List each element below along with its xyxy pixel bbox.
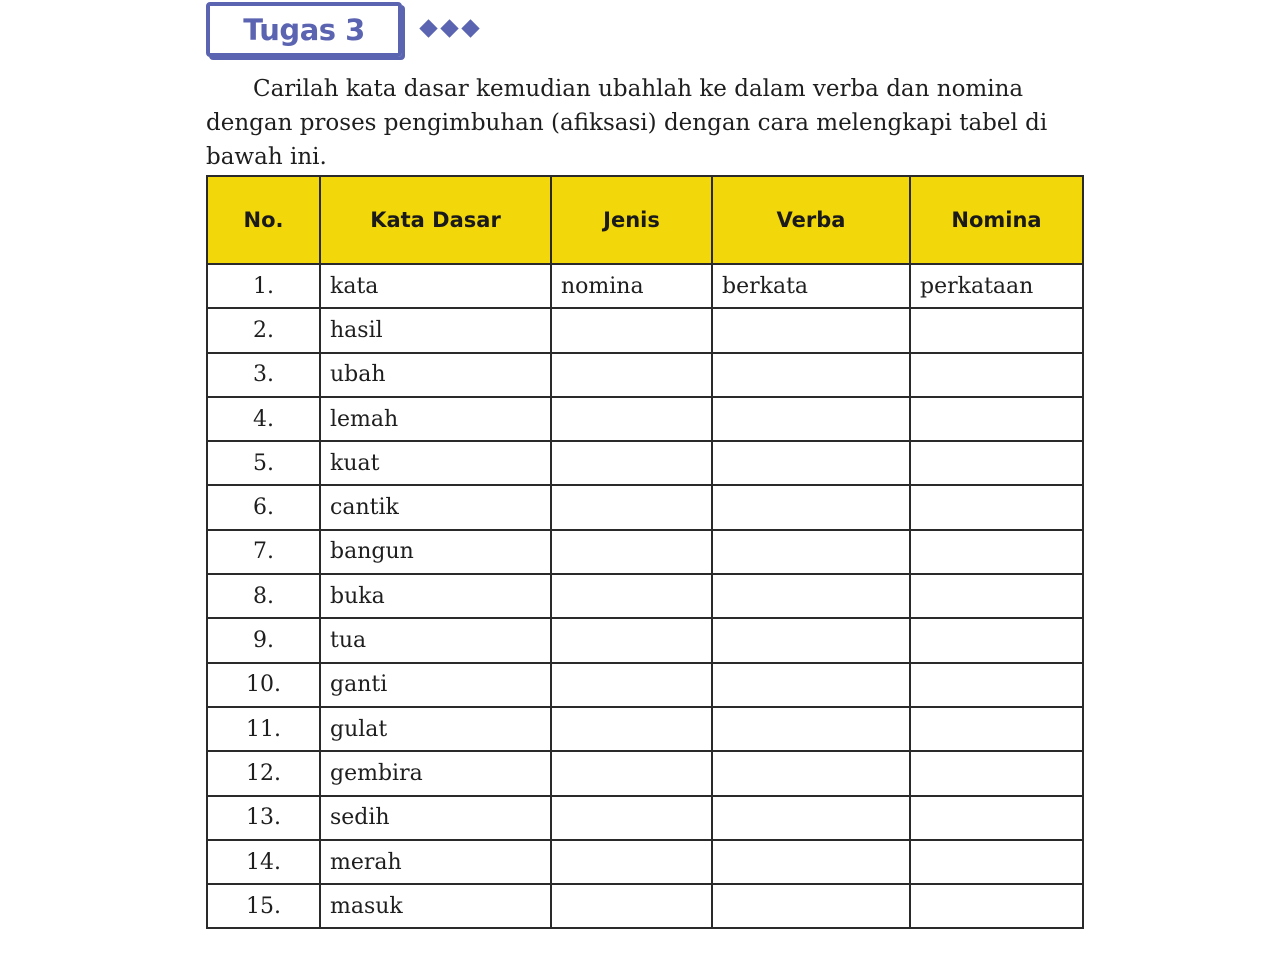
cell-no: 1.: [207, 264, 320, 308]
cell-nomina: [910, 840, 1083, 884]
cell-nomina: [910, 751, 1083, 795]
column-header-verba: Verba: [712, 176, 910, 264]
cell-verba: [712, 796, 910, 840]
cell-verba: [712, 618, 910, 662]
cell-nomina: [910, 618, 1083, 662]
cell-jenis: [551, 441, 712, 485]
cell-jenis: [551, 663, 712, 707]
cell-no: 15.: [207, 884, 320, 928]
cell-no: 10.: [207, 663, 320, 707]
cell-no: 11.: [207, 707, 320, 751]
cell-nomina: [910, 796, 1083, 840]
cell-jenis: [551, 485, 712, 529]
column-header-jenis: Jenis: [551, 176, 712, 264]
cell-verba: [712, 485, 910, 529]
table-row: [207, 574, 1083, 618]
cell-jenis: [551, 353, 712, 397]
cell-verba: [712, 353, 910, 397]
table-row: [207, 485, 1083, 529]
cell-jenis: [551, 530, 712, 574]
cell-verba: [712, 574, 910, 618]
cell-nomina: [910, 707, 1083, 751]
cell-nomina: [910, 485, 1083, 529]
cell-verba: [712, 530, 910, 574]
cell-verba: [712, 751, 910, 795]
diamond-icon: [419, 19, 437, 37]
cell-kata-dasar: lemah: [320, 397, 551, 441]
cell-kata-dasar: sedih: [320, 796, 551, 840]
cell-kata-dasar: cantik: [320, 485, 551, 529]
table-row: [207, 618, 1083, 662]
table-row: [207, 397, 1083, 441]
cell-no: 5.: [207, 441, 320, 485]
table-row: [207, 884, 1083, 928]
table-row: [207, 264, 1083, 308]
diamond-icon: [440, 19, 458, 37]
cell-no: 9.: [207, 618, 320, 662]
cell-jenis: [551, 751, 712, 795]
cell-verba: berkata: [712, 264, 910, 308]
cell-nomina: [910, 574, 1083, 618]
instruction-paragraph: Carilah kata dasar kemudian ubahlah ke dalam verba dan nomina dengan proses pengimbuhan (afiksasi) dengan cara melengkapi tabel di bawah ini.: [206, 76, 1048, 170]
cell-no: 4.: [207, 397, 320, 441]
cell-nomina: [910, 353, 1083, 397]
table-row: [207, 441, 1083, 485]
column-header-no: No.: [207, 176, 320, 264]
cell-kata-dasar: bangun: [320, 530, 551, 574]
cell-no: 13.: [207, 796, 320, 840]
column-header-kata-dasar: Kata Dasar: [320, 176, 551, 264]
cell-jenis: [551, 574, 712, 618]
cell-kata-dasar: kuat: [320, 441, 551, 485]
cell-no: 12.: [207, 751, 320, 795]
cell-no: 8.: [207, 574, 320, 618]
cell-kata-dasar: hasil: [320, 308, 551, 352]
cell-verba: [712, 441, 910, 485]
cell-verba: [712, 308, 910, 352]
table-row: [207, 353, 1083, 397]
cell-nomina: [910, 308, 1083, 352]
cell-jenis: [551, 618, 712, 662]
cell-verba: [712, 840, 910, 884]
cell-kata-dasar: masuk: [320, 884, 551, 928]
cell-verba: [712, 663, 910, 707]
cell-jenis: [551, 707, 712, 751]
cell-verba: [712, 707, 910, 751]
cell-jenis: [551, 308, 712, 352]
cell-kata-dasar: gulat: [320, 707, 551, 751]
table-row: [207, 751, 1083, 795]
cell-nomina: [910, 884, 1083, 928]
table-row: [207, 308, 1083, 352]
cell-nomina: [910, 397, 1083, 441]
task-heading-title: Tugas 3: [243, 12, 365, 47]
cell-jenis: [551, 397, 712, 441]
cell-nomina: [910, 663, 1083, 707]
cell-no: 6.: [207, 485, 320, 529]
cell-verba: [712, 397, 910, 441]
cell-no: 2.: [207, 308, 320, 352]
table-row: [207, 796, 1083, 840]
cell-kata-dasar: ubah: [320, 353, 551, 397]
task-heading-box: [206, 2, 402, 57]
cell-kata-dasar: gembira: [320, 751, 551, 795]
cell-kata-dasar: ganti: [320, 663, 551, 707]
cell-no: 7.: [207, 530, 320, 574]
cell-jenis: nomina: [551, 264, 712, 308]
table-row: [207, 530, 1083, 574]
table-row: [207, 707, 1083, 751]
cell-kata-dasar: tua: [320, 618, 551, 662]
table-body: [207, 264, 1083, 928]
cell-kata-dasar: merah: [320, 840, 551, 884]
cell-kata-dasar: buka: [320, 574, 551, 618]
cell-nomina: [910, 441, 1083, 485]
cell-jenis: [551, 840, 712, 884]
diamond-icon: [461, 19, 479, 37]
table-row: [207, 663, 1083, 707]
cell-kata-dasar: kata: [320, 264, 551, 308]
cell-no: 14.: [207, 840, 320, 884]
cell-nomina: [910, 530, 1083, 574]
table-row: [207, 840, 1083, 884]
task-table: [206, 175, 1084, 929]
cell-verba: [712, 884, 910, 928]
heading-decoration: [422, 22, 477, 35]
column-header-nomina: Nomina: [910, 176, 1083, 264]
table-header-row: [207, 176, 1083, 264]
cell-nomina: perkataan: [910, 264, 1083, 308]
cell-no: 3.: [207, 353, 320, 397]
cell-jenis: [551, 884, 712, 928]
cell-jenis: [551, 796, 712, 840]
